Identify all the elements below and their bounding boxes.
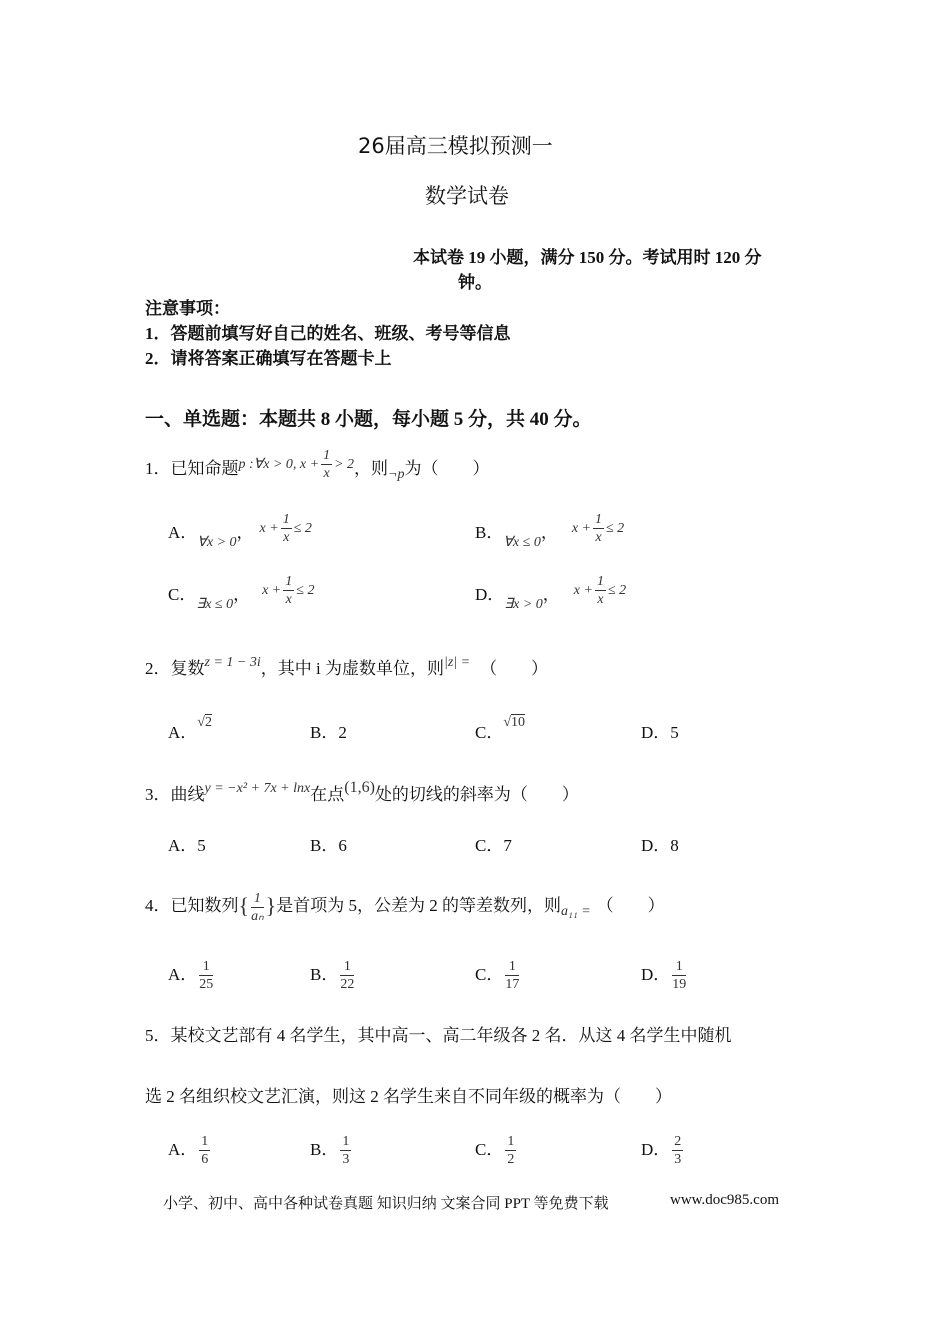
footer-text: 小学、初中、高中各种试卷真题 知识归纳 文案合同 PPT 等免费下载: [163, 1196, 609, 1212]
q1-option-b[interactable]: B．$_{\forall x \le 0}$， $^{x + \frac{1}{x} \le 2}$: [475, 511, 625, 550]
question-5-line-2: 选 2 名组织校文艺汇演，则这 2 名学生来自不同年级的概率为（ ）: [145, 1087, 672, 1106]
q3-option-d[interactable]: D．8: [641, 836, 679, 855]
q4-sequence: { $\frac{1}{\text{aₙ}}$ }: [238, 891, 277, 924]
exam-info-line2: 钟。: [458, 273, 492, 292]
notice-heading: 注意事项：: [145, 299, 230, 318]
exam-info-line1: 本试卷 19 小题，满分 150 分。考试用时 120 分: [413, 248, 762, 267]
q1-option-a[interactable]: A．$_{\forall x > 0}$， $^{x + \frac{1}{x} \le 2}$: [168, 511, 312, 550]
q1-neg: ¬p: [388, 467, 405, 482]
q2-option-d[interactable]: D．5: [641, 723, 679, 742]
q4-option-c[interactable]: C． $\frac{1}{17}$: [475, 959, 520, 993]
footer-url[interactable]: www.doc985.com: [670, 1192, 780, 1208]
question-4: 4．已知数列{ $\frac{1}{\text{aₙ}}$ }是首项为 5，公差为 2 的等差数列，则$_{a_{11} =}$ （ ）: [145, 891, 665, 924]
q1-frac-den: x: [323, 465, 330, 481]
q1-option-c[interactable]: C．$_{\exists x \le 0}$， $^{x + \frac{1}{x} \le 2}$: [168, 573, 315, 612]
question-3: 3．曲线$^{y = -x^2 + 7x + lnx}$在点(1,6)处的切线的斜率为（ ）: [145, 779, 579, 804]
q2-option-c[interactable]: C．$^{√10}$: [475, 715, 526, 742]
q2-option-b[interactable]: B．2: [310, 723, 347, 742]
q2-formula-abs: |z| =: [443, 655, 471, 670]
q4-option-b[interactable]: B． $\frac{1}{22}$: [310, 959, 355, 993]
exam-subtitle: 数学试卷: [425, 184, 509, 208]
q4-option-d[interactable]: D． $\frac{1}{19}$: [641, 959, 687, 993]
q1-option-d[interactable]: D．$_{\exists x > 0}$， $^{x + \frac{1}{x} \le 2}$: [475, 573, 627, 612]
q2-option-a[interactable]: A．$^{√2}$: [168, 715, 212, 742]
question-2: 2．复数$^{z = 1 - 3i}$，其中 i 为虚数单位，则$^{|z| =}$ （ ）: [145, 655, 549, 678]
q3-option-b[interactable]: B．6: [310, 836, 347, 855]
notice-item-2: 2．请将答案正确填写在答题卡上: [145, 349, 392, 368]
q3-option-a[interactable]: A．5: [168, 836, 206, 855]
notice-item-1: 1．答题前填写好自己的姓名、班级、考号等信息: [145, 324, 511, 343]
q5-option-a[interactable]: A． $\frac{1}{6}$: [168, 1134, 209, 1168]
exam-title: 26届高三模拟预测一: [358, 134, 553, 158]
q1-suffix: 为（ ）: [404, 459, 490, 478]
question-1: [145, 447, 490, 487]
q2-formula: z = 1 − 3i: [204, 655, 261, 670]
q5-option-b[interactable]: B． $\frac{1}{3}$: [310, 1134, 350, 1168]
q3-option-c[interactable]: C．7: [475, 836, 512, 855]
q4-formula: a₁₁ =: [560, 904, 591, 920]
section-heading: 一、单选题：本题共 8 小题，每小题 5 分，共 40 分。: [145, 409, 592, 430]
q1-frac-num: 1: [323, 447, 331, 463]
q5-option-c[interactable]: C． $\frac{1}{2}$: [475, 1134, 515, 1168]
q3-formula: y = −x² + 7x + lnx: [204, 781, 311, 796]
q1-mid: ，则: [354, 459, 389, 478]
q4-option-a[interactable]: A． $\frac{1}{25}$: [168, 959, 214, 993]
q1-prefix: 1．已知命题: [145, 459, 239, 478]
q3-point: (1,6): [344, 779, 375, 796]
q5-option-d[interactable]: D． $\frac{2}{3}$: [641, 1134, 682, 1168]
question-5-line-1: 5．某校文艺部有 4 名学生，其中高一、高二年级各 2 名．从这 4 名学生中随机: [145, 1026, 732, 1045]
q1-formula: p :∀x > 0, x + 1 x > 2: [238, 447, 355, 481]
